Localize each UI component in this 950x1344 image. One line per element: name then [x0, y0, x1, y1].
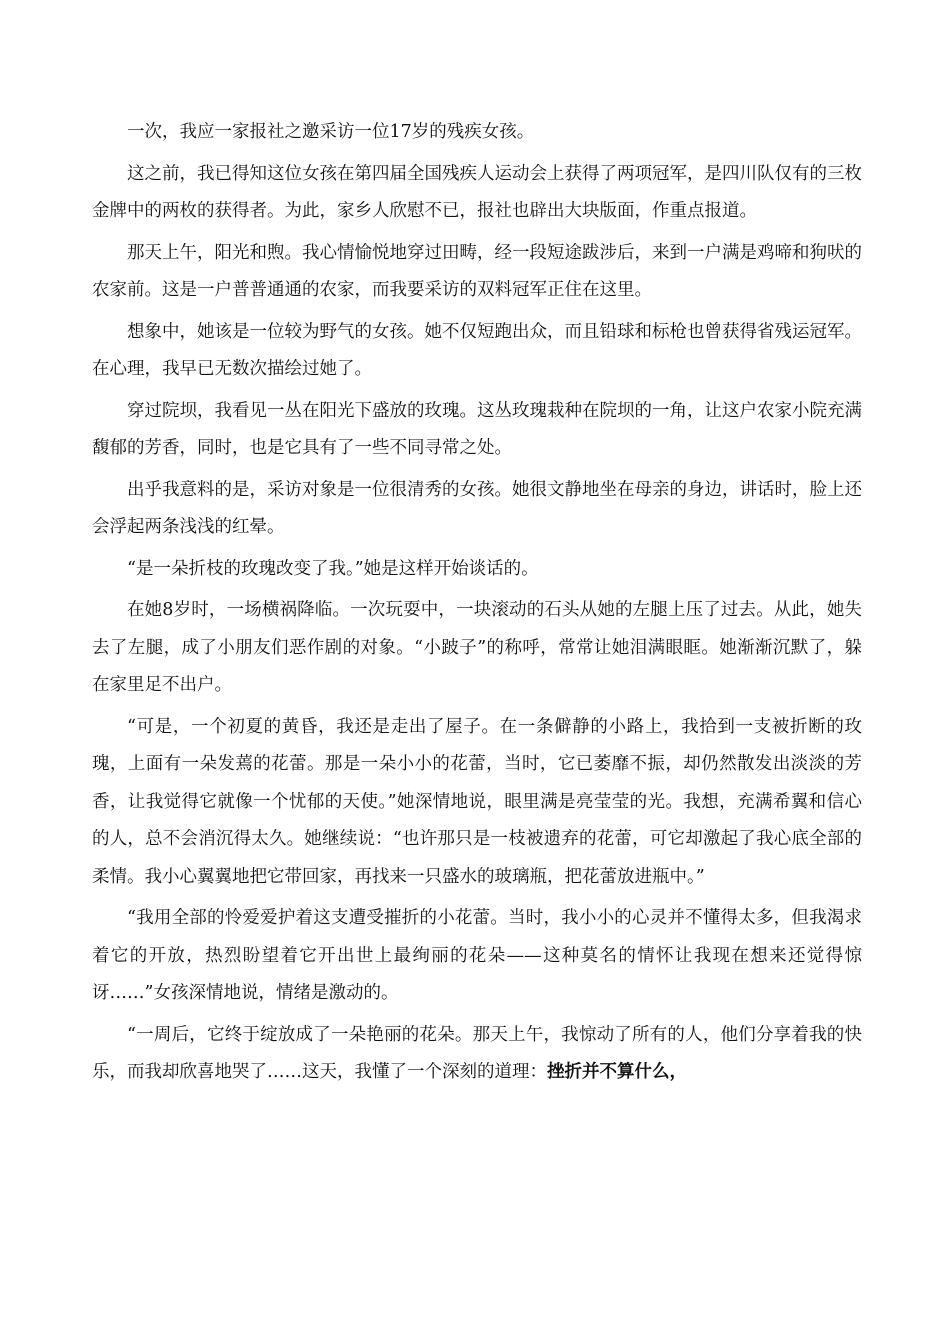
paragraph: 一次，我应一家报社之邀采访一位17岁的残疾女孩。 [127, 122, 535, 142]
paragraph: 穿过院坝，我看见一丛在阳光下盛放的玫瑰。这丛玫瑰栽种在院坝的一角，让这户农家小院充满馥郁的芳香，同时，也是它具有了一些不同寻常之处。 [92, 400, 862, 458]
paragraph: 在她8岁时，一场横祸降临。一次玩耍中，一块滚动的石头从她的左腿上压了过去。从此，她失去了左腿，成了小朋友们恶作剧的对象。“小跛子”的称呼，常常让她泪满眼眶。她渐渐沉默了，躲在家里足不出户。 [92, 600, 862, 695]
paragraph: 想象中，她该是一位较为野气的女孩。她不仅短跑出众，而且铅球和标枪也曾获得省残运冠军。在心理，我早已无数次描绘过她了。 [92, 321, 862, 379]
paragraph: 出乎我意料的是，采访对象是一位很清秀的女孩。她很文静地坐在母亲的身边，讲话时，脸上还会浮起两条浅浅的红晕。 [92, 479, 862, 537]
bold-emphasis: 挫折并不算什么， [547, 1062, 687, 1082]
paragraph-last [92, 1017, 862, 1092]
paragraph-text: “一周后，它终于绽放成了一朵艳丽的花朵。那天上午，我惊动了所有的人，他们分享着我的快乐，而我却欣喜地哭了……这天，我懂了一个深刻的道理： [92, 1024, 862, 1082]
paragraph: “是一朵折枝的玫瑰改变了我。”她是这样开始谈话的。 [127, 558, 539, 579]
paragraph: “可是，一个初夏的黄昏，我还是走出了屋子。在一条僻静的小路上，我拾到一支被折断的玫瑰，上面有一朵发蔫的花蕾。那是一朵小小的花蕾，当时，它已萎靡不振，却仍然散发出淡淡的芳香，让我觉得它就像一个忧郁的天使。”她深情地说，眼里满是亮莹莹的光。我想，充满希翼和信心的人，总不会消沉得太久。她继续说：“也许那只是一枝被遗弃的花蕾，可它却激起了我心底全部的柔情。我小心翼翼地把它带回家，再找来一只盛水的玻璃瓶，把花蕾放进瓶中。” [92, 716, 862, 887]
paragraph: 这之前，我已得知这位女孩在第四届全国残疾人运动会上获得了两项冠军，是四川队仅有的三枚金牌中的两枚的获得者。为此，家乡人欣慰不已，报社也辟出大块版面，作重点报道。 [92, 163, 862, 221]
document-page [92, 114, 862, 1096]
paragraph: 那天上午，阳光和煦。我心情愉悦地穿过田畴，经一段短途跋涉后，来到一户满是鸡啼和狗吠的农家前。这是一户普普通通的农家，而我要采访的双料冠军正住在这里。 [92, 242, 862, 300]
paragraph: “我用全部的怜爱爱护着这支遭受摧折的小花蕾。当时，我小小的心灵并不懂得太多，但我渴求着它的开放，热烈盼望着它开出世上最绚丽的花朵——这种莫名的情怀让我现在想来还觉得惊讶……”女孩深情地说，情绪是激动的。 [92, 908, 862, 1003]
